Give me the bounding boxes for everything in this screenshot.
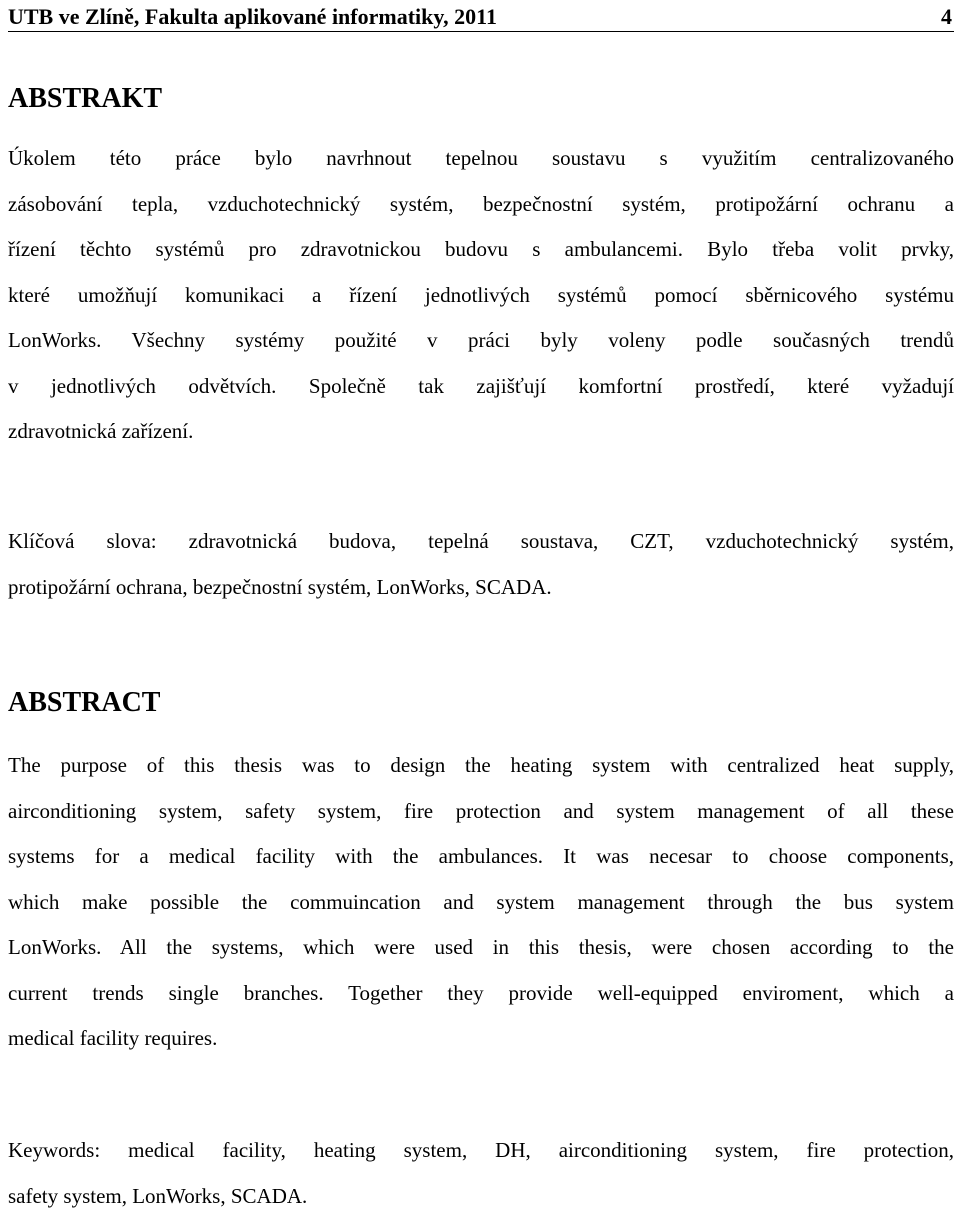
keywords-paragraph — [8, 1128, 954, 1219]
abstract-line: which make possible the commuincation and system management through the bus system — [8, 880, 954, 926]
abstrakt-line: zásobování tepla, vzduchotechnický systém, bezpečnostní systém, protipožární ochranu a — [8, 182, 954, 228]
keywords-line: Keywords: medical facility, heating system, DH, airconditioning system, fire protection, — [8, 1128, 954, 1174]
abstrakt-line: LonWorks. Všechny systémy použité v práci byly voleny podle současných trendů — [8, 318, 954, 364]
running-header — [8, 2, 954, 32]
abstract-line: current trends single branches. Together they provide well-equipped enviroment, which a — [8, 971, 954, 1017]
header-page-number: 4 — [941, 2, 952, 32]
abstract-paragraph — [8, 743, 954, 1062]
abstract-line: The purpose of this thesis was to design the heating system with centralized heat supply, — [8, 743, 954, 789]
abstrakt-line: Úkolem této práce bylo navrhnout tepelnou soustavu s využitím centralizovaného — [8, 136, 954, 182]
klicova-slova-line: protipožární ochrana, bezpečnostní systém, LonWorks, SCADA. — [8, 565, 954, 611]
abstrakt-line: které umožňují komunikaci a řízení jednotlivých systémů pomocí sběrnicového systému — [8, 273, 954, 319]
abstrakt-line: v jednotlivých odvětvích. Společně tak zajišťují komfortní prostředí, které vyžadují — [8, 364, 954, 410]
abstract-line: LonWorks. All the systems, which were used in this thesis, were chosen according to the — [8, 925, 954, 971]
klicova-slova-paragraph — [8, 519, 954, 610]
keywords-line: safety system, LonWorks, SCADA. — [8, 1174, 954, 1219]
klicova-slova-line: Klíčová slova: zdravotnická budova, tepelná soustava, CZT, vzduchotechnický systém, — [8, 519, 954, 565]
abstrakt-paragraph — [8, 136, 954, 455]
abstrakt-heading: ABSTRAKT — [8, 82, 162, 116]
abstract-line: medical facility requires. — [8, 1016, 954, 1062]
abstract-heading: ABSTRACT — [8, 686, 160, 720]
abstract-line: airconditioning system, safety system, fire protection and system management of all these — [8, 789, 954, 835]
abstrakt-line: zdravotnická zařízení. — [8, 409, 954, 455]
header-institution: UTB ve Zlíně, Fakulta aplikované informatiky, 2011 — [8, 2, 497, 32]
abstrakt-line: řízení těchto systémů pro zdravotnickou budovu s ambulancemi. Bylo třeba volit prvky, — [8, 227, 954, 273]
header-rule — [8, 31, 954, 32]
abstract-line: systems for a medical facility with the ambulances. It was necesar to choose components, — [8, 834, 954, 880]
